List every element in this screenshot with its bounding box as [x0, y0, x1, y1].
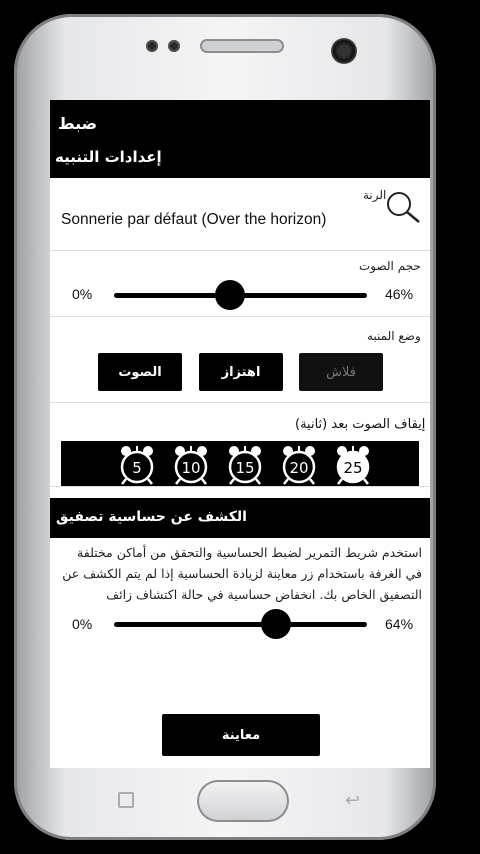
timer-option-label: 25	[343, 459, 363, 477]
volume-value-label: 46%	[385, 286, 414, 302]
timer-option-20[interactable]	[279, 443, 319, 485]
timer-option-10[interactable]	[171, 443, 211, 485]
stop-after-row	[50, 403, 430, 487]
alarm-clock-icon	[117, 443, 157, 485]
timer-option-label: 5	[132, 459, 142, 477]
page-title: إعدادات التنبيه	[55, 148, 162, 166]
flash-mode-button[interactable]: فلاش	[299, 353, 383, 391]
sensor-dot-left	[146, 40, 158, 52]
ringtone-row[interactable]	[50, 178, 430, 251]
clap-detection-header	[50, 498, 430, 538]
timer-option-5[interactable]	[117, 443, 157, 485]
volume-slider[interactable]	[114, 293, 367, 298]
stop-after-label: إيقاف الصوت بعد (ثانية)	[295, 417, 426, 432]
sensitivity-slider[interactable]	[114, 622, 367, 627]
timer-options-strip	[61, 441, 419, 486]
sound-mode-button[interactable]: الصوت	[98, 353, 182, 391]
preview-button[interactable]: معاينة	[162, 714, 320, 756]
earpiece-speaker	[200, 39, 284, 53]
timer-option-25[interactable]	[333, 443, 373, 485]
home-button[interactable]	[197, 780, 289, 822]
sensitivity-slider-thumb[interactable]	[261, 609, 291, 639]
volume-label: حجم الصوت	[359, 259, 421, 273]
search-icon[interactable]	[383, 190, 423, 224]
sensitivity-value-label: 64%	[385, 616, 414, 632]
recent-apps-icon[interactable]	[118, 792, 134, 808]
timer-option-label: 20	[289, 459, 309, 477]
app-screen	[50, 100, 430, 768]
alarm-mode-row	[50, 317, 430, 403]
ringtone-label: الرنة	[363, 188, 387, 202]
alarm-clock-icon	[333, 443, 373, 485]
ringtone-value: Sonnerie par défaut (Over the horizon)	[61, 211, 327, 228]
alarm-clock-icon	[279, 443, 319, 485]
sensitivity-min-label: 0%	[72, 616, 93, 632]
volume-row	[50, 251, 430, 317]
volume-slider-thumb[interactable]	[215, 280, 245, 310]
front-camera	[331, 38, 357, 64]
timer-option-15[interactable]	[225, 443, 265, 485]
vibrate-mode-button[interactable]: اهتزاز	[199, 353, 283, 391]
alarm-clock-icon	[225, 443, 265, 485]
app-bar	[50, 100, 430, 178]
timer-option-label: 10	[181, 459, 201, 477]
sensor-dot-right	[168, 40, 180, 52]
volume-min-label: 0%	[72, 286, 93, 302]
clap-detection-description: استخدم شريط التمرير لضبط الحساسية والتحقق من أماكن مختلفة في الغرفة باستخدام زر معاينة لزيادة الحساسية إذا لم يتم الكشف عن التصفيق الخاص بك. انخفاض حساسية في حالة اكتشاف زائف	[62, 545, 422, 602]
back-icon[interactable]: ↩	[345, 790, 361, 811]
clap-detection-title: الكشف عن حساسية تصفيق	[56, 509, 247, 525]
timer-option-label: 15	[235, 459, 255, 477]
app-title: ضبط	[58, 114, 98, 133]
alarm-mode-label: وضع المنبه	[367, 329, 421, 343]
alarm-clock-icon	[171, 443, 211, 485]
